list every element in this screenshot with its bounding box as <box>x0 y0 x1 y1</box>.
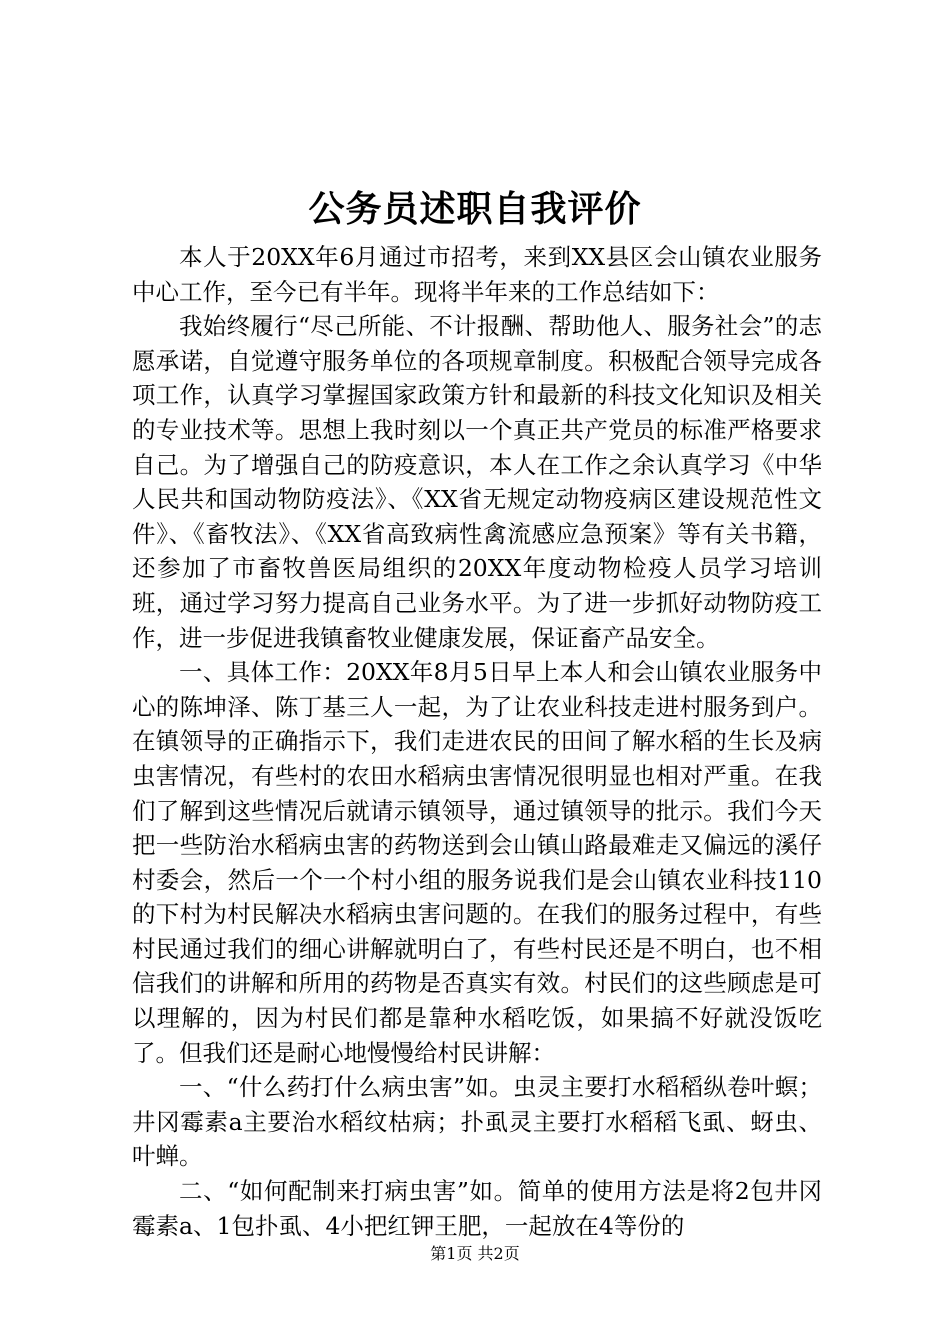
paragraph-specific-work: 一、具体工作：20XX年8月5日早上本人和会山镇农业服务中心的陈坤泽、陈丁基三人一起，为了让农业科技走进村服务到户。在镇领导的正确指示下，我们走进农民的田间了解水稻的生长及病虫害情况，有些村的农田水稻病虫害情况很明显也相对严重。在我们了解到这些情况后就请示镇领导，通过镇领导的批示。我们今天把一些防治水稻病虫害的药物送到会山镇山路最难走又偏远的溪仔村委会，然后一个一个村小组的服务说我们是会山镇农业科技110的下村为村民解决水稻病虫害问题的。在我们的服务过程中，有些村民通过我们的细心讲解就明白了，有些村民还是不明白，也不相信我们的讲解和所用的药物是否真实有效。村民们的这些顾虑是可以理解的，因为村民们都是靠种水稻吃饭，如果搞不好就没饭吃了。但我们还是耐心地慢慢给村民讲解： <box>132 658 822 1067</box>
page-number: 第1页 共2页 <box>430 1244 520 1263</box>
paragraph-intro: 本人于20XX年6月通过市招考，来到XX县区会山镇农业服务中心工作，至今已有半年。现将半年来的工作总结如下： <box>132 243 822 306</box>
document-title: 公务员述职自我评价 <box>308 188 642 230</box>
document-body <box>132 240 822 1243</box>
paragraph-pesticide-targets: 一、“什么药打什么病虫害”如。虫灵主要打水稻稻纵卷叶螟；井冈霉素a主要治水稻纹枯病；扑虱灵主要打水稻稻飞虱、蚜虫、叶蝉。 <box>132 1073 822 1171</box>
paragraph-commitment: 我始终履行“尽己所能、不计报酬、帮助他人、服务社会”的志愿承诺，自觉遵守服务单位的各项规章制度。积极配合领导完成各项工作，认真学习掌握国家政策方针和最新的科技文化知识及相关的专业技术等。思想上我时刻以一个真正共产党员的标准严格要求自己。为了增强自己的防疫意识，本人在工作之余认真学习《中华人民共和国动物防疫法》、《XX省无规定动物疫病区建设规范性文件》、《畜牧法》、《XX省高致病性禽流感应急预案》等有关书籍，还参加了市畜牧兽医局组织的20XX年度动物检疫人员学习培训班，通过学习努力提高自己业务水平。为了进一步抓好动物防疫工作，进一步促进我镇畜牧业健康发展，保证畜产品安全。 <box>132 312 822 652</box>
paragraph-mixing-method: 二、“如何配制来打病虫害”如。简单的使用方法是将2包井冈霉素a、1包扑虱、4小把红钾王肥，一起放在4等份的 <box>132 1177 822 1240</box>
